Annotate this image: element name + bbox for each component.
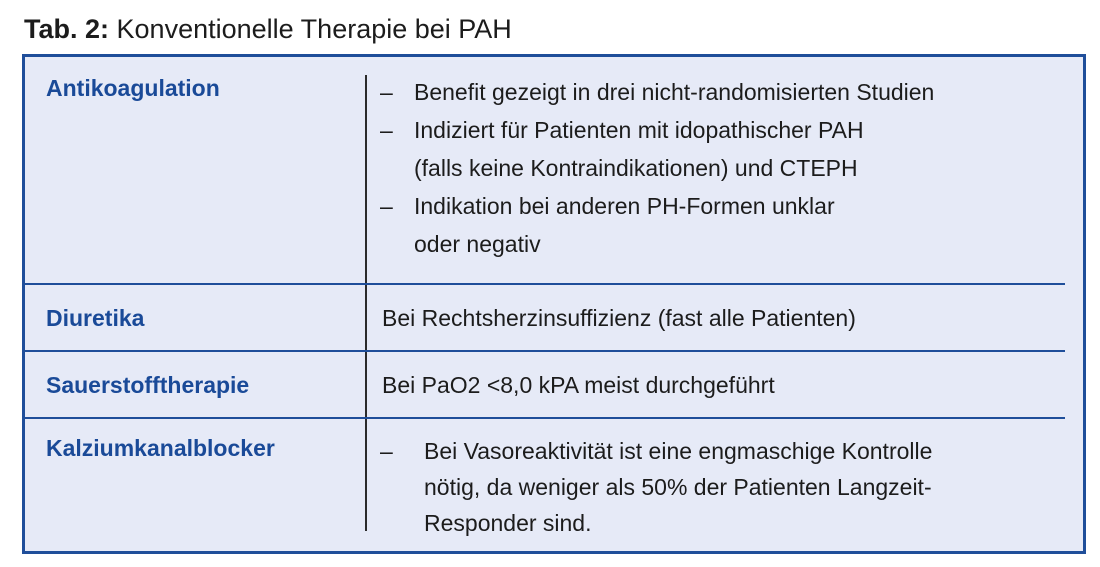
dash-marker: – [380, 79, 393, 105]
bullet-text: oder negativ [414, 231, 541, 257]
column-divider [365, 285, 367, 350]
row-text: Bei PaO2 <8,0 kPA meist durchgeführt [382, 372, 775, 398]
therapy-table [22, 54, 1086, 554]
bullet-text: Benefit gezeigt in drei nicht-randomisierten Studien [414, 79, 935, 105]
caption-label: Tab. 2: [24, 14, 110, 44]
row-label: Diuretika [46, 305, 145, 331]
bullet-list [380, 433, 932, 541]
column-divider [365, 75, 367, 283]
table-row-diuretika [25, 285, 1083, 350]
bullet-text: (falls keine Kontraindikationen) und CTEPH [414, 155, 858, 181]
table-caption [24, 12, 512, 46]
bullet-item [380, 187, 934, 263]
bullet-text: Responder sind. [424, 510, 592, 536]
bullet-text: Bei Vasoreaktivität ist eine engmaschige Kontrolle [424, 438, 933, 464]
table-row-antikoagulation [25, 57, 1083, 283]
bullet-item [380, 111, 934, 187]
dash-marker: – [380, 193, 393, 219]
table-row-sauerstofftherapie [25, 352, 1083, 417]
dash-marker: – [380, 117, 393, 143]
column-divider [365, 352, 367, 417]
caption-title: Konventionelle Therapie bei PAH [116, 14, 512, 44]
bullet-text: nötig, da weniger als 50% der Patienten Langzeit- [424, 474, 932, 500]
table-row-kalziumkanalblocker [25, 419, 1083, 551]
bullet-text: Indikation bei anderen PH-Formen unklar [414, 193, 835, 219]
column-divider [365, 419, 367, 531]
row-label: Kalziumkanalblocker [46, 435, 275, 461]
bullet-list [380, 73, 934, 263]
row-label: Antikoagulation [46, 75, 220, 101]
dash-marker: – [380, 438, 393, 464]
bullet-item [380, 73, 934, 111]
row-label: Sauerstofftherapie [46, 372, 250, 398]
row-text: Bei Rechtsherzinsuffizienz (fast alle Patienten) [382, 305, 856, 331]
bullet-text: Indiziert für Patienten mit idopathischer PAH [414, 117, 864, 143]
bullet-item [380, 433, 932, 541]
